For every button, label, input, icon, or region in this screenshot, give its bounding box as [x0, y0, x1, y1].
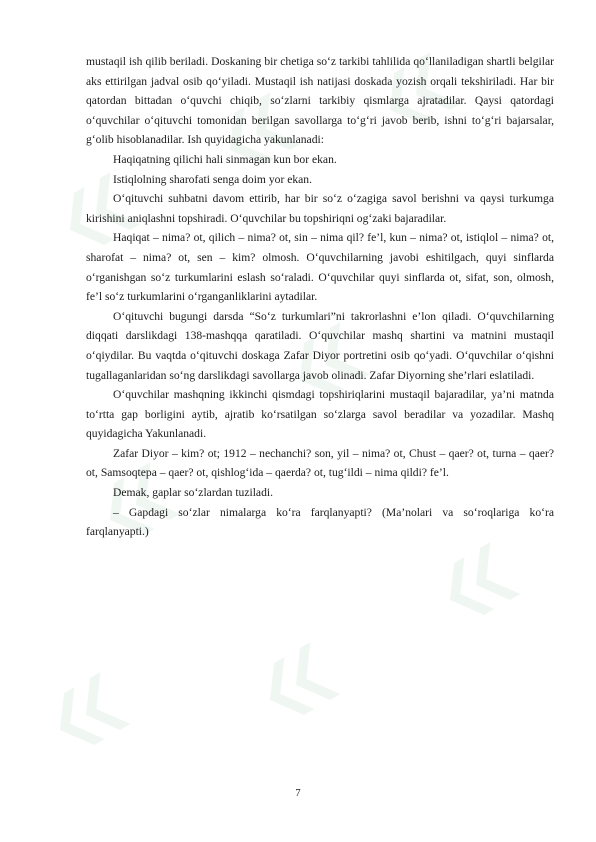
poem-line: Istiqlolning sharofati senga doim yor ekan. [113, 172, 312, 186]
paragraph: Haqiqat – nima? ot, qilich – nima? ot, sin – nima qil? fe’l, kun – nima? ot, istiqlol – nima? ot, sharofat – nima? ot, sen – kim? olmosh. O‘quvchilarning javobi eshitilgach, quyi sinflarda o‘rganishgan so‘z turkumlarini eslash so‘raladi. O‘quvchilar quyi sinflarda ot, sifat, son, olmosh, fe’l so‘z turkumlarini o‘rganganliklarini aytadilar. [86, 231, 554, 304]
paragraph: O‘qituvchi bugungi darsda “So‘z turkumlari”ni takrorlashni e’lon qiladi. O‘quvchilarning diqqati darslikdagi 138-mashqqa qaratiladi. O‘quvchilar mashq shartini va matnini mustaqil o‘qiydilar. Bu vaqtda o‘qituvchi doskaga Zafar Diyor portretini osib qo‘yadi. O‘quvchilar o‘qishni tugallaganlaridan so‘ng darslikdagi savollarga javob olinadi. Zafar Diyorning she’rlari eslatiladi. [86, 309, 554, 382]
paragraph: O‘qituvchi suhbatni davom ettirib, har bir so‘z o‘zagiga savol berishni va qaysi turkumga kirishini aniqlashni topshiradi. O‘quvchilar bu topshiriqni og‘zaki bajaradilar. [86, 192, 554, 225]
paragraph: Zafar Diyor – kim? ot; 1912 – nechanchi? son, yil – nima? ot, Chust – qaer? ot, turna – qaer? ot, Samsoqtepa – qaer? ot, qishlog‘ida – qaerda? ot, tug‘ildi – nima qildi? fe’l. [86, 446, 554, 480]
paragraph: O‘quvchilar mashqning ikkinchi qismdagi topshiriqlarini mustaqil bajaradilar, ya’ni matnda to‘rtta gap borligini aytib, ajratib ko‘rsatilgan so‘zlarga savol beradilar va yozadilar. Mashq quyidagicha Yakunlanadi. [86, 388, 554, 441]
page-number: 7 [295, 788, 301, 799]
document-body [86, 52, 554, 542]
paragraph: – Gapdagi so‘zlar nimalarga ko‘ra farqlanyapti? (Ma’nolari va so‘roqlariga ko‘ra farqlanyapti.) [86, 505, 554, 539]
paragraph: Demak, gaplar so‘zlardan tuziladi. [113, 486, 273, 500]
paragraph: mustaqil ish qilib beriladi. Doskaning bir chetiga so‘z tarkibi tahlilida qo‘llaniladigan shartli belgilar aks ettirilgan jadval osib qo‘yiladi. Mustaqil ish natijasi doskada yozish orqali tekshiriladi. Har bir qatordan bittadan o‘quvchi chiqib, so‘zlarni tarkibiy qismlarga ajratadilar. Qaysi qatordagi o‘quvchilar o‘qituvchi tomonidan berilgan savollarga to‘g‘ri javob berib, ishni to‘g‘ri bajarsalar, g‘olib hisoblanadilar. Ish quyidagicha yakunlanadi: [86, 55, 554, 147]
poem-line: Haqiqatning qilichi hali sinmagan kun bor ekan. [113, 152, 337, 166]
